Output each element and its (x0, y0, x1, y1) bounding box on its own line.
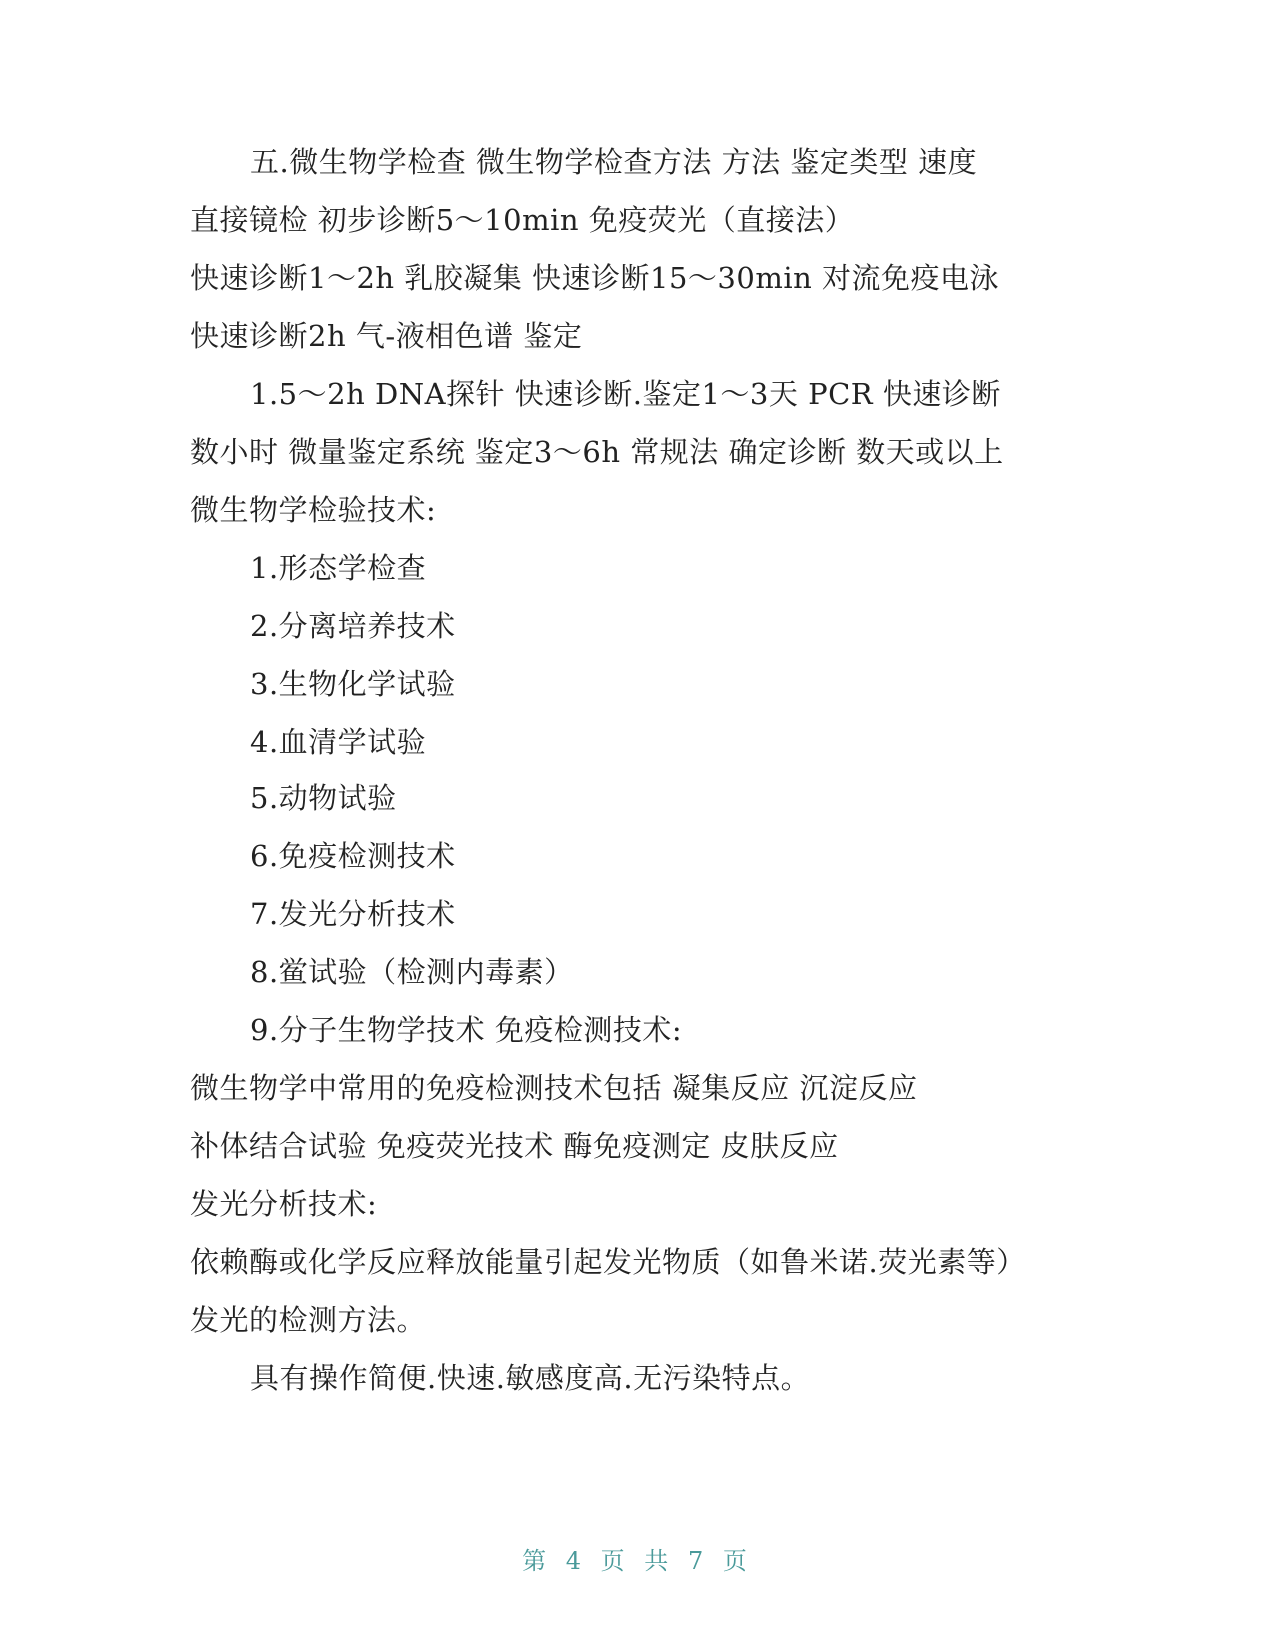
body-line-immuno-1: 微生物学中常用的免疫检测技术包括 凝集反应 沉淀反应 (190, 1071, 918, 1105)
body-line-1: 五.微生物学检查 微生物学检查方法 方法 鉴定类型 速度 (250, 145, 978, 179)
list-item-1: 1.形态学检查 (250, 551, 427, 585)
list-item-7: 7.发光分析技术 (250, 897, 456, 931)
list-item-3: 3.生物化学试验 (250, 667, 456, 701)
body-line-5: 1.5～2h DNA探针 快速诊断.鉴定1～3天 PCR 快速诊断 (250, 377, 1001, 411)
body-line-3: 快速诊断1～2h 乳胶凝集 快速诊断15～30min 对流免疫电泳 (190, 261, 999, 295)
list-item-5: 5.动物试验 (250, 781, 397, 815)
section-heading-luminescence: 发光分析技术: (190, 1187, 378, 1221)
section-heading-techniques: 微生物学检验技术: (190, 493, 437, 527)
body-line-4: 快速诊断2h 气-液相色谱 鉴定 (190, 319, 583, 353)
list-item-8: 8.鲎试验（检测内毒素） (250, 955, 574, 989)
list-item-2: 2.分离培养技术 (250, 609, 456, 643)
list-item-6: 6.免疫检测技术 (250, 839, 456, 873)
body-line-6: 数小时 微量鉴定系统 鉴定3～6h 常规法 确定诊断 数天或以上 (190, 435, 1004, 469)
body-line-luminescence-3: 具有操作简便.快速.敏感度高.无污染特点。 (250, 1361, 811, 1395)
page-number-footer: 第 4 页 共 7 页 (522, 1547, 753, 1575)
list-item-4: 4.血清学试验 (250, 725, 427, 759)
body-line-immuno-2: 补体结合试验 免疫荧光技术 酶免疫测定 皮肤反应 (190, 1129, 839, 1163)
body-line-2: 直接镜检 初步诊断5～10min 免疫荧光（直接法） (190, 203, 855, 237)
body-line-luminescence-1: 依赖酶或化学反应释放能量引起发光物质（如鲁米诺.荧光素等） (190, 1245, 1026, 1279)
list-item-9: 9.分子生物学技术 免疫检测技术: (250, 1013, 683, 1047)
body-line-luminescence-2: 发光的检测方法。 (190, 1303, 427, 1337)
